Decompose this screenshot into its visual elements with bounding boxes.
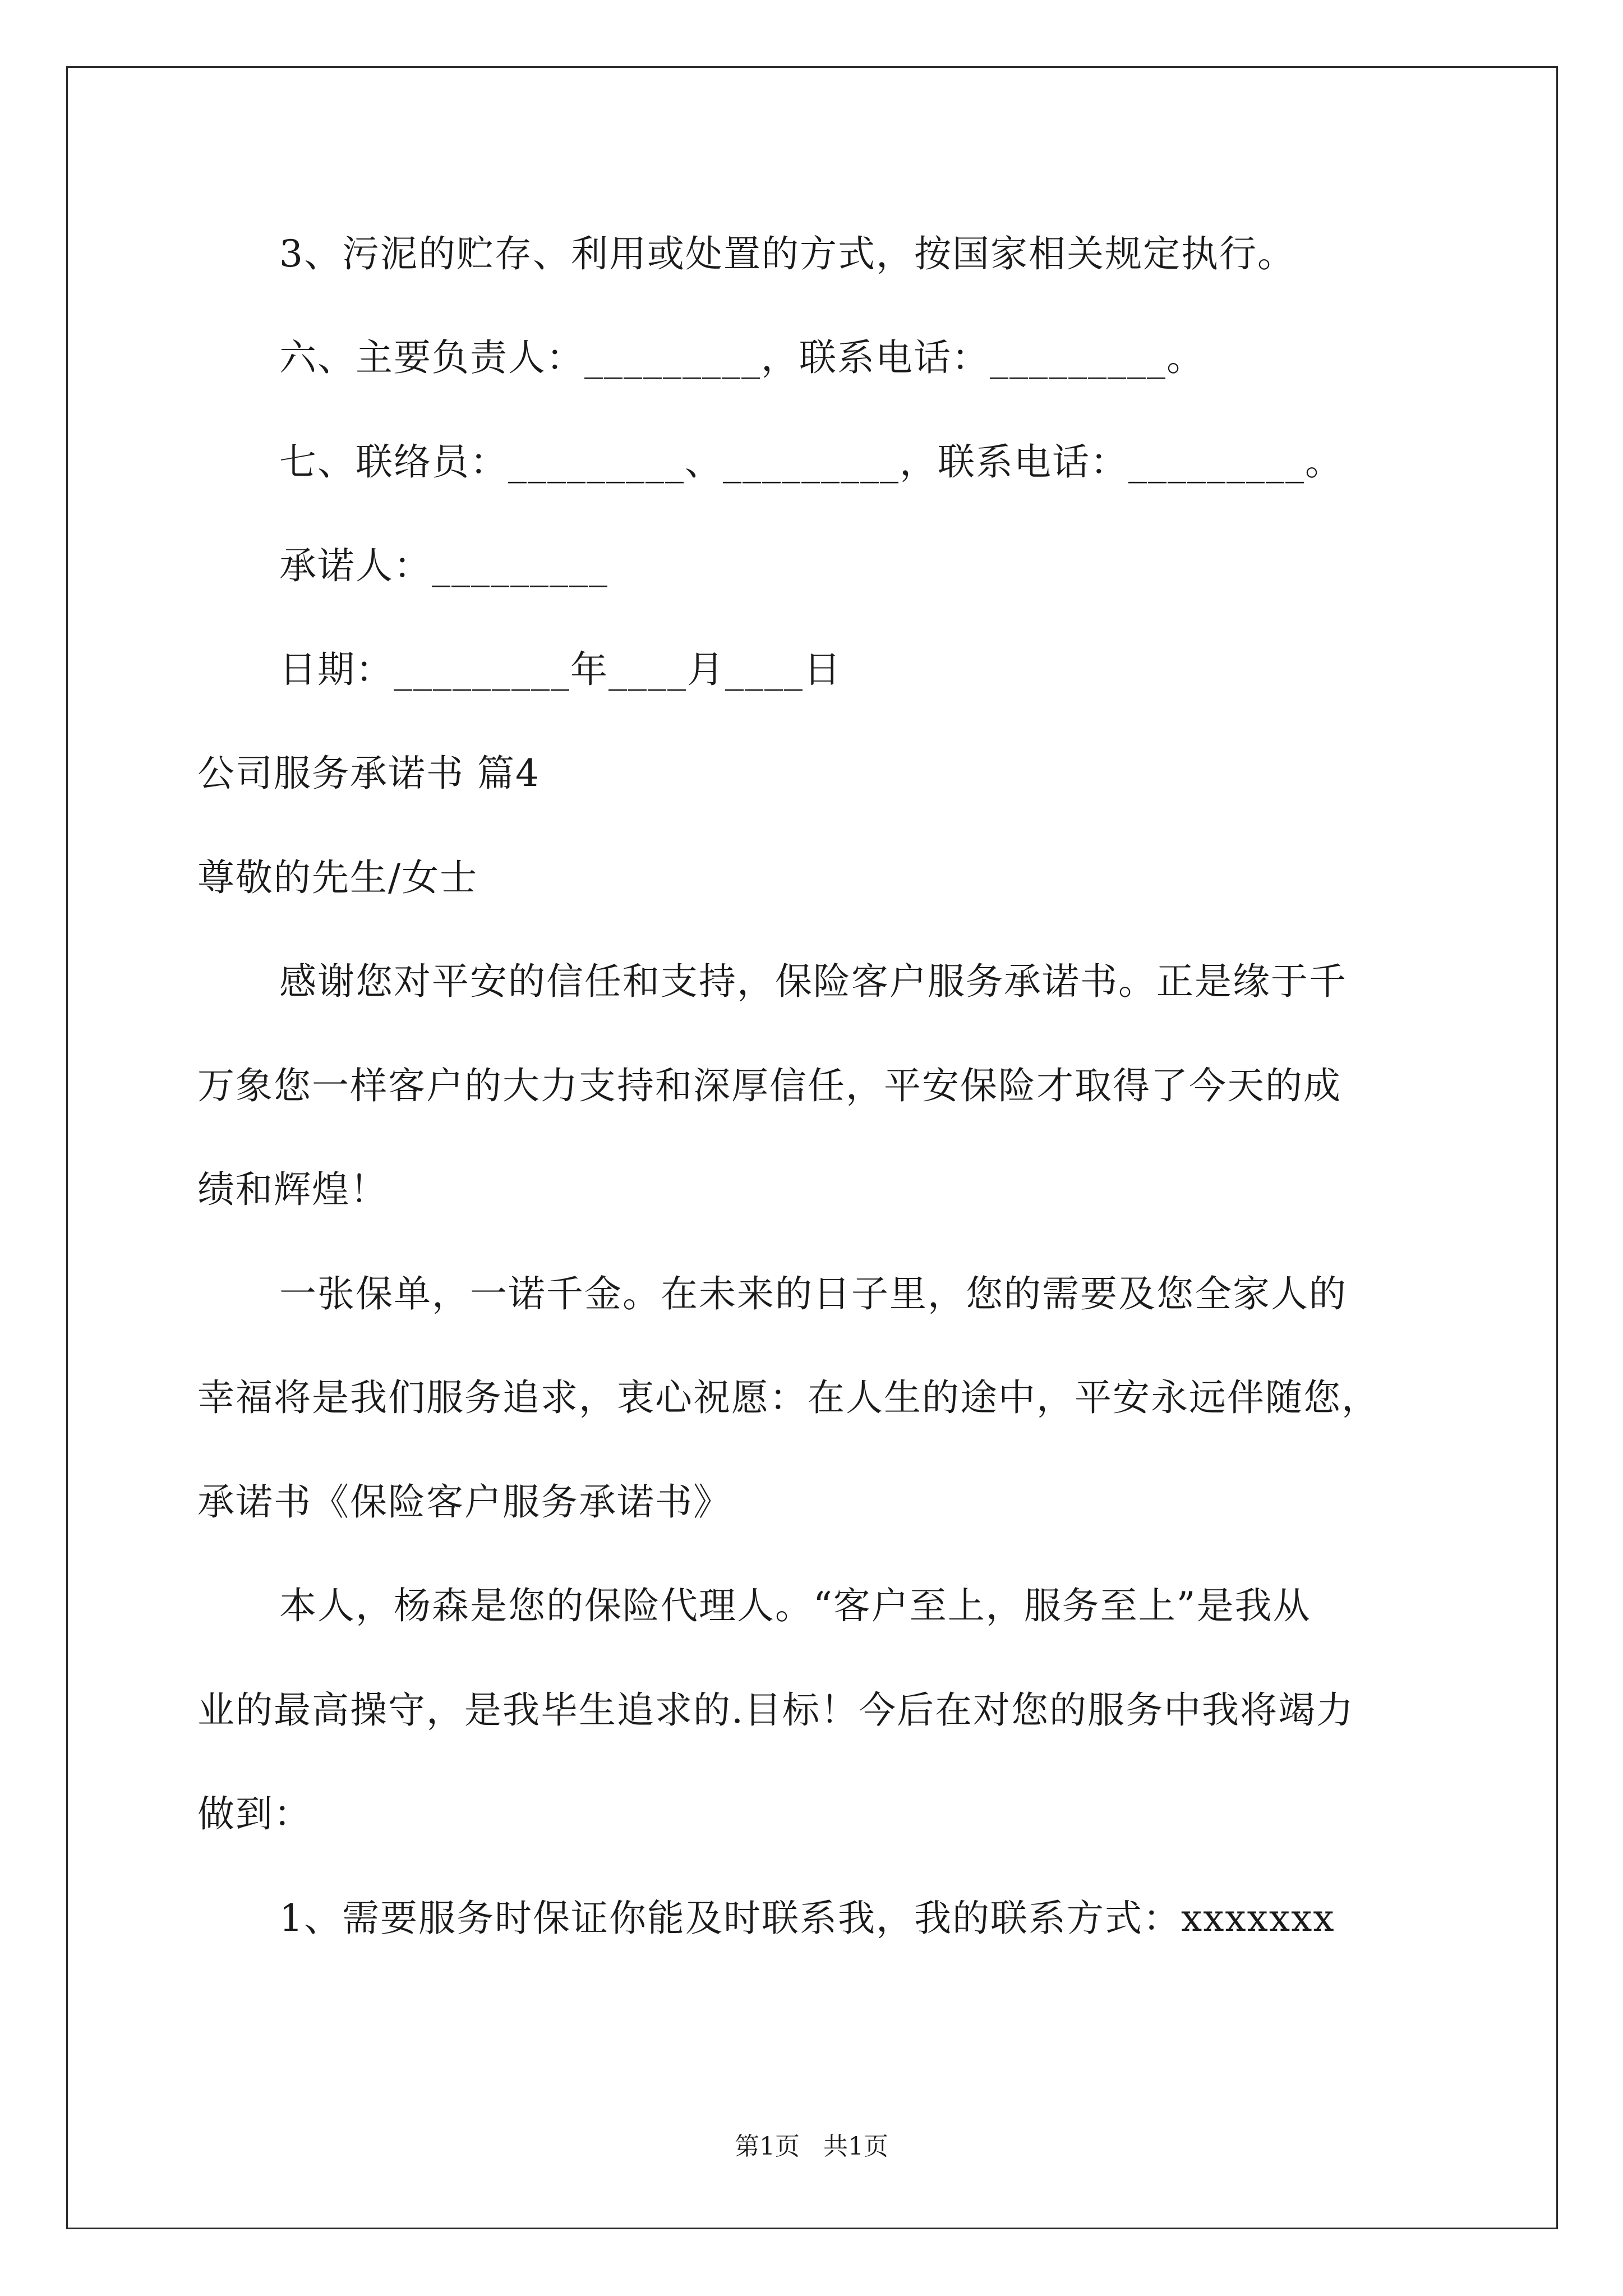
paragraph-line: 业的最高操守，是我毕生追求的.目标！今后在对您的服务中我将竭力 (197, 1688, 1354, 1732)
page-number: 第1页 (735, 2132, 800, 2161)
page-total: 共1页 (823, 2132, 888, 2161)
promisor-line: 承诺人：_________ (279, 544, 608, 587)
page-footer (0, 2134, 1623, 2159)
liaison-line: 七、联络员：_________、_________，联系电话：_________。 (279, 440, 1343, 484)
paragraph-line: 幸福将是我们服务追求，衷心祝愿：在人生的途中，平安永远伴随您， (197, 1376, 1380, 1419)
sludge-clause: 3、污泥的贮存、利用或处置的方式，按国家相关规定执行。 (279, 232, 1295, 275)
paragraph-line: 感谢您对平安的信任和支持，保险客户服务承诺书。正是缘于千 (279, 960, 1347, 1003)
paragraph-line: 绩和辉煌！ (197, 1168, 388, 1211)
paragraph-line: 承诺书《保险客户服务承诺书》 (197, 1480, 731, 1524)
contact-item-line: 1、需要服务时保证你能及时联系我，我的联系方式：xxxxxxx (279, 1897, 1335, 1940)
paragraph-line: 万象您一样客户的大力支持和深厚信任，平安保险才取得了今天的成 (197, 1064, 1341, 1107)
paragraph-line: 本人，杨森是您的保险代理人。“客户至上，服务至上”是我从 (279, 1584, 1311, 1627)
responsible-person-line: 六、主要负责人：_________，联系电话：_________。 (279, 336, 1205, 379)
salutation: 尊敬的先生/女士 (197, 856, 478, 899)
paragraph-line: 做到： (197, 1792, 312, 1835)
date-line: 日期：_________年____月____日 (279, 648, 842, 691)
section-heading: 公司服务承诺书 篇4 (197, 752, 540, 795)
paragraph-line: 一张保单，一诺千金。在未来的日子里，您的需要及您全家人的 (279, 1272, 1347, 1315)
